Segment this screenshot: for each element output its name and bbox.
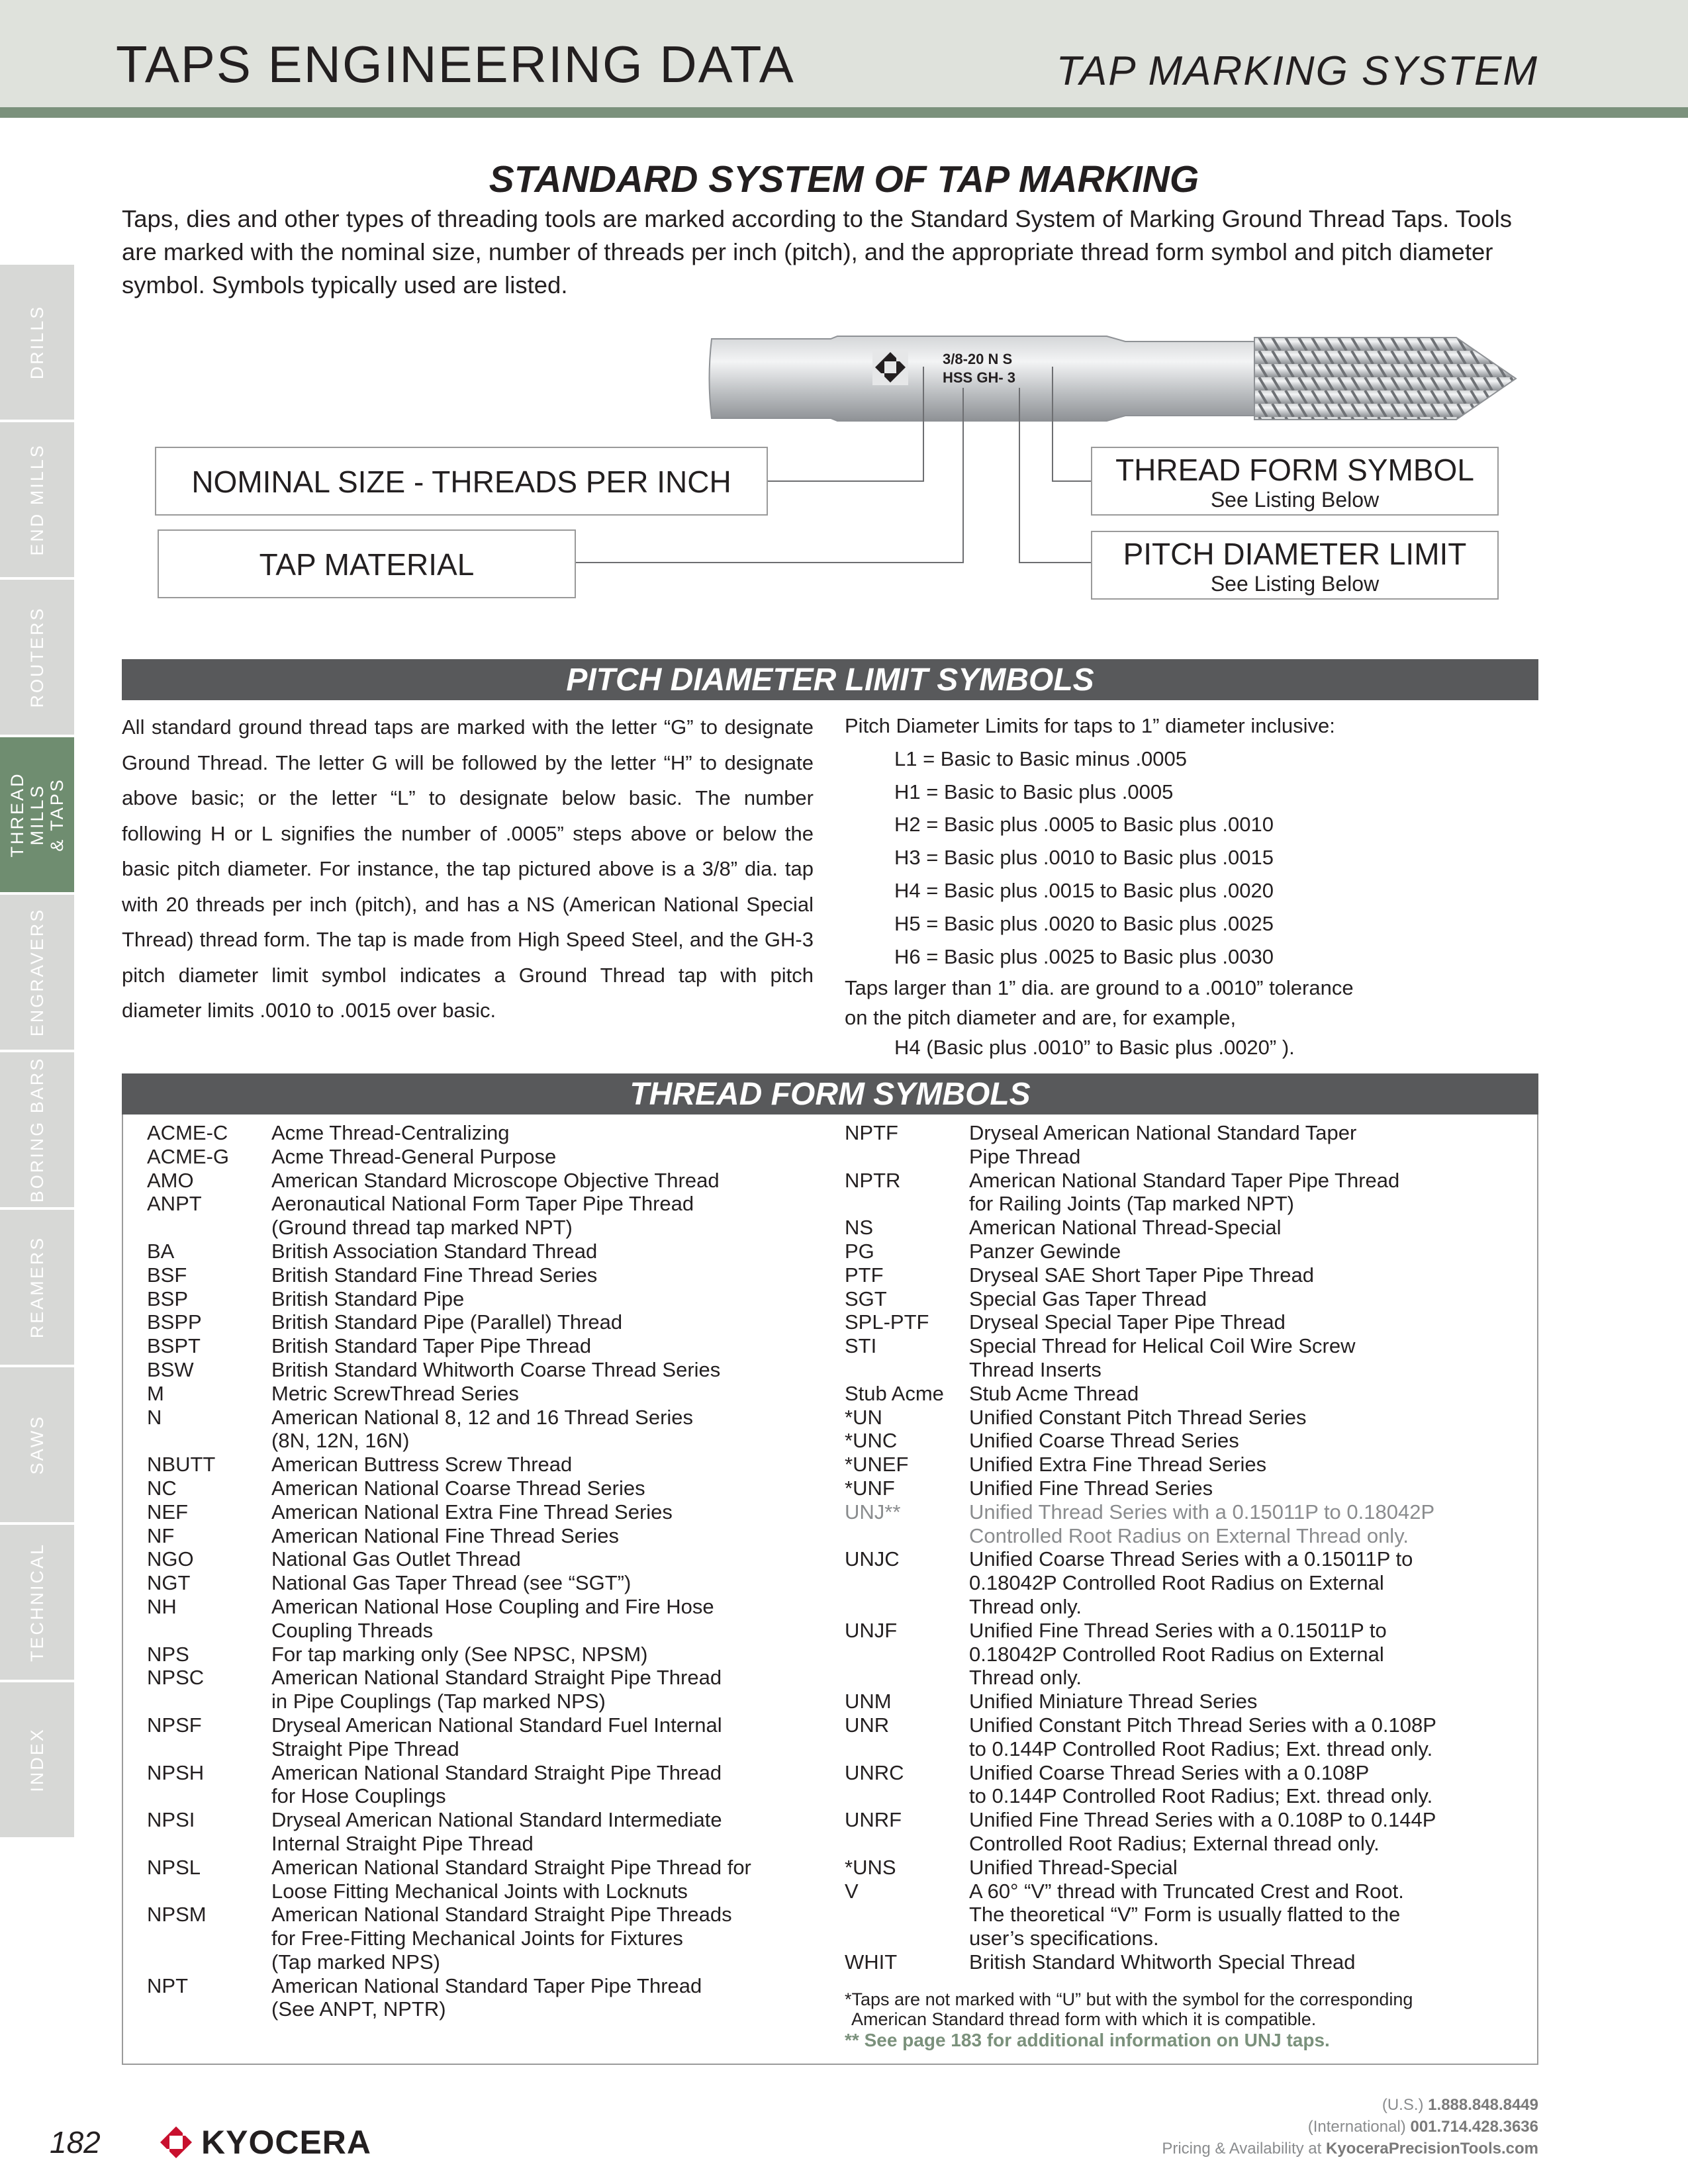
thread-form-description: Acme Thread-General Purpose [271,1144,557,1168]
thread-form-description: Aeronautical National Form Taper Pipe Thread (Ground thread tap marked NPT) [271,1192,694,1240]
thread-form-code: SGT [845,1287,887,1310]
thread-form-description: Unified Coarse Thread Series with a 0.108P to 0.144P Controlled Root Radius; Ext. thread only. [969,1760,1433,1808]
thread-form-row [845,1856,1533,1880]
thread-form-row [147,1595,816,1643]
thread-form-row [845,1287,1533,1311]
section-title-standard: STANDARD SYSTEM OF TAP MARKING [489,158,1199,201]
thread-form-description: Panzer Gewinde [969,1239,1121,1263]
thread-form-code: NPS [147,1642,189,1666]
thread-form-code: NGO [147,1547,194,1571]
website-link[interactable]: KyoceraPrecisionTools.com [1326,2140,1538,2158]
label-nominal-size [155,447,768,516]
side-tab-label: ENGRAVERS [27,907,47,1037]
thread-form-row [147,1453,816,1477]
thread-form-description: Dryseal Special Taper Pipe Thread [969,1310,1286,1334]
thread-form-description: Unified Fine Thread Series with a 0.108P to 0.144P Controlled Root Radius; External thread only. [969,1808,1436,1855]
thread-form-description: Metric ScrewThread Series [271,1381,519,1405]
side-tab-reamers[interactable] [0,1210,74,1367]
thread-form-row [147,1145,816,1169]
thread-form-row [147,1358,816,1382]
thread-form-row [845,1761,1533,1809]
thread-form-description: American National Standard Taper Pipe Thread for Railing Joints (Tap marked NPT) [969,1168,1400,1216]
thread-form-code: NPTF [845,1121,898,1144]
page-subtitle: TAP MARKING SYSTEM [1056,48,1538,94]
thread-form-description: Dryseal SAE Short Taper Pipe Thread [969,1263,1314,1287]
thread-form-code: NF [147,1524,175,1547]
thread-form-row [845,1429,1533,1453]
thread-form-description: Dryseal American National Standard Taper Pipe Thread [969,1121,1357,1168]
thread-form-description: Special Thread for Helical Coil Wire Screw Thread Inserts [969,1334,1356,1381]
limit-item: H6 = Basic plus .0025 to Basic plus .0030 [894,944,1274,968]
pitch-limits [845,709,1540,1062]
pitch-explanation: All standard ground thread taps are marked with the letter “G” to designate Ground Thread. The letter G will be followed by the letter “H” to designate above basic; or the letter “L” to designate below basic. The number following H or L signifies the number of .0005” steps above or below the basic pitch diameter. For instance, the tap pictured above is a 3/8” dia. tap with 20 threads per inch (pitch), and has a NS (American National Special Thread) thread form. The tap is made from High Speed Steel, and the GH-3 pitch diameter limit symbol indicates a Ground Thread tap with pitch diameter limits .0010 to .0015 over basic. [122,715,814,1022]
thread-form-code: NPSC [147,1666,205,1690]
thread-form-code: BSF [147,1263,187,1287]
intl-phone[interactable]: 001.714.428.3636 [1410,2118,1538,2136]
thread-form-description: American National Standard Straight Pipe Threads for Free-Fitting Mechanical Joints for Fixtures (Tap marked NPS) [271,1903,732,1974]
us-phone[interactable]: 1.888.848.8449 [1428,2096,1538,2114]
limit-item: H3 = Basic plus .0010 to Basic plus .0015 [894,846,1274,870]
thread-form-row [147,1666,816,1713]
thread-form-code: NBUTT [147,1453,216,1477]
thread-form-row [845,1500,1533,1548]
section-bar-thread-forms: THREAD FORM SYMBOLS [122,1073,1538,1115]
thread-form-code: SPL-PTF [845,1310,929,1334]
thread-form-description: For tap marking only (See NPSC, NPSM) [271,1642,648,1666]
intl-label: (International) [1307,2118,1406,2136]
thread-form-row [147,1974,816,2022]
side-tab-technical[interactable] [0,1525,74,1682]
footnote-unified [845,1989,1413,2029]
side-tab-label: TECHNICAL [27,1542,47,1662]
thread-form-description: American Buttress Screw Thread [271,1453,573,1477]
label-pitch-limit-sub: See Listing Below [1210,572,1380,596]
thread-form-code: V [845,1879,859,1903]
thread-form-description: British Standard Pipe (Parallel) Thread [271,1310,623,1334]
thread-form-code: NPSH [147,1760,205,1784]
thread-form-description: Special Gas Taper Thread [969,1287,1207,1310]
thread-form-description: American National Coarse Thread Series [271,1476,645,1500]
thread-form-code: NS [845,1216,874,1240]
thread-form-description: American National Standard Straight Pipe Thread for Loose Fitting Mechanical Joints with Locknuts [271,1855,751,1903]
thread-form-row [845,1169,1533,1216]
thread-form-description: National Gas Outlet Thread [271,1547,521,1571]
label-pitch-limit [1091,531,1499,600]
thread-form-row [845,1406,1533,1430]
thread-form-code: BSW [147,1357,194,1381]
tap-marking-line1: 3/8-20 N S [943,351,1013,367]
thread-form-row [147,1761,816,1809]
thread-form-row [147,1903,816,1974]
thread-form-description: A 60° “V” thread with Truncated Crest and Root. The theoretical “V” Form is usually flatted to the user’s specifications. [969,1879,1404,1950]
page-number: 182 [50,2125,101,2160]
thread-form-description: American National Thread-Special [969,1216,1282,1240]
thread-form-code: *UN [845,1405,882,1429]
thread-form-description: Stub Acme Thread [969,1381,1139,1405]
thread-form-description: American Standard Microscope Objective Thread [271,1168,720,1192]
side-tab-label: ROUTERS [27,606,47,708]
pitch-limits-intro: Pitch Diameter Limits for taps to 1” diameter inclusive: [845,714,1335,737]
thread-form-row [845,1263,1533,1287]
thread-form-description: British Standard Fine Thread Series [271,1263,598,1287]
thread-form-code: ANPT [147,1192,202,1216]
label-pitch-limit-text: PITCH DIAMETER LIMIT [1123,537,1467,571]
thread-form-code: AMO [147,1168,194,1192]
thread-form-code: *UNC [845,1429,898,1453]
thread-form-description: American National 8, 12 and 16 Thread Series (8N, 12N, 16N) [271,1405,694,1453]
thread-form-code: ACME-G [147,1144,229,1168]
limit-item: H1 = Basic to Basic plus .0005 [894,780,1174,803]
thread-form-row [845,1880,1533,1950]
side-tab-label: THREAD MILLS & TAPS [7,772,67,858]
thread-form-row [845,1310,1533,1334]
tap-marking-line2: HSS GH- 3 [943,369,1016,386]
thread-form-row [147,1287,816,1311]
thread-form-description: American National Hose Coupling and Fire Hose Coupling Threads [271,1594,714,1642]
side-tab-label: BORING BARS [27,1056,47,1203]
header-rule [0,107,1688,118]
thread-form-row [147,1643,816,1666]
brand-logo [159,2123,371,2161]
thread-form-description: Unified Coarse Thread Series [969,1429,1239,1453]
thread-form-code: UNJC [845,1547,900,1571]
thread-form-row [147,1571,816,1595]
thread-form-code: NEF [147,1500,188,1524]
thread-form-row [147,1263,816,1287]
thread-form-code: NPSM [147,1903,207,1927]
thread-form-row [147,1382,816,1406]
thread-form-code: NPSI [147,1808,195,1832]
thread-form-row [147,1524,816,1548]
intro-paragraph: Taps, dies and other types of threading tools are marked according to the Standard System of Marking Ground Thread Taps. Tools are marked with the nominal size, number of threads per inch (pitch), and the appropriate thread form symbol and pitch diameter symbol. Symbols typically used are listed. [122,205,1512,298]
section-bar-pitch: PITCH DIAMETER LIMIT SYMBOLS [122,659,1538,700]
limit-item: L1 = Basic to Basic minus .0005 [894,747,1187,770]
thread-form-code: BSPP [147,1310,202,1334]
thread-form-description: British Standard Whitworth Special Thread [969,1950,1356,1974]
thread-form-description: Unified Constant Pitch Thread Series [969,1405,1307,1429]
thread-form-row [845,1690,1533,1713]
side-tab-label: DRILLS [27,304,47,380]
label-thread-form [1091,447,1499,516]
thread-form-description: Unified Fine Thread Series [969,1476,1213,1500]
large-tap-note: Taps larger than 1” dia. are ground to a .0010” tolerance [845,976,1354,1000]
thread-form-code: M [147,1381,164,1405]
thread-form-row [147,1500,816,1524]
thread-form-code: BA [147,1239,175,1263]
thread-form-description: Unified Thread Series with a 0.15011P to 0.18042P Controlled Root Radius on External Thread only. [969,1500,1435,1547]
thread-form-description: Unified Constant Pitch Thread Series with a 0.108P to 0.144P Controlled Root Radius; Ext. thread only. [969,1713,1436,1760]
thread-form-code: N [147,1405,162,1429]
thread-form-code: NGT [147,1571,191,1595]
thread-form-description: American National Standard Taper Pipe Thread (See ANPT, NPTR) [271,1974,702,2021]
label-tap-material [158,529,576,598]
large-tap-note: on the pitch diameter and are, for example, [845,1006,1237,1030]
thread-form-code: WHIT [845,1950,898,1974]
limit-item: H4 = Basic plus .0015 to Basic plus .0020 [894,878,1274,902]
label-nominal-size-text: NOMINAL SIZE - THREADS PER INCH [191,465,731,499]
thread-form-code: BSP [147,1287,189,1310]
thread-form-row [147,1808,816,1856]
thread-form-code: *UNF [845,1476,895,1500]
thread-form-code: NPSF [147,1713,202,1737]
thread-form-code: Stub Acme [845,1381,944,1405]
limit-item: H2 = Basic plus .0005 to Basic plus .0010 [894,813,1274,837]
tap-logo [872,349,908,385]
thread-form-code: NH [147,1594,177,1618]
thread-form-description: Unified Coarse Thread Series with a 0.15011P to 0.18042P Controlled Root Radius on External Thread only. [969,1547,1413,1618]
thread-form-description: American National Fine Thread Series [271,1524,619,1547]
thread-form-description: Dryseal American National Standard Intermediate Internal Straight Pipe Thread [271,1808,722,1855]
thread-form-code: NPT [147,1974,188,1997]
thread-form-description: American National Standard Straight Pipe Thread in Pipe Couplings (Tap marked NPS) [271,1666,722,1713]
thread-form-row [845,1121,1533,1169]
contact-info [1162,2094,1538,2160]
label-thread-form-sub: See Listing Below [1210,488,1380,512]
thread-form-code: PTF [845,1263,884,1287]
thread-form-description: Acme Thread-Centralizing [271,1121,510,1144]
thread-form-row [845,1547,1533,1618]
brand-name: KYOCERA [201,2124,372,2161]
thread-form-row [147,1192,816,1240]
thread-form-description: British Standard Taper Pipe Thread [271,1334,592,1358]
side-tab-engravers[interactable] [0,895,74,1052]
thread-form-row [845,1240,1533,1263]
thread-form-row [845,1713,1533,1761]
thread-form-code: UNRC [845,1760,904,1784]
thread-form-code: NPSL [147,1855,201,1879]
thread-form-description: British Standard Whitworth Coarse Thread Series [271,1357,721,1381]
label-tap-material-text: TAP MATERIAL [259,547,475,582]
footnote-line: *Taps are not marked with “U” but with the symbol for the corresponding [845,1989,1413,2009]
thread-form-code: UNM [845,1690,892,1713]
large-tap-example: H4 (Basic plus .0010” to Basic plus .0020” ). [894,1036,1295,1060]
thread-form-description: Dryseal American National Standard Fuel Internal Straight Pipe Thread [271,1713,722,1760]
thread-form-code: PG [845,1239,874,1263]
side-tab-saws[interactable] [0,1367,74,1525]
pricing-label: Pricing & Availability at [1162,2140,1322,2158]
thread-form-row [845,1453,1533,1477]
page-title: TAPS ENGINEERING DATA [116,35,795,93]
thread-form-row [147,1240,816,1263]
thread-form-description: British Association Standard Thread [271,1239,598,1263]
thread-form-row [845,1334,1533,1382]
thread-form-description: Unified Miniature Thread Series [969,1690,1258,1713]
thread-form-row [845,1382,1533,1406]
thread-form-code: STI [845,1334,877,1358]
thread-form-code: NPTR [845,1168,901,1192]
thread-form-code: UNRF [845,1808,902,1832]
side-tab-index[interactable] [0,1682,74,1840]
us-label: (U.S.) [1382,2096,1424,2114]
footnote-unj: ** See page 183 for additional information on UNJ taps. [845,2030,1330,2050]
thread-form-description: American National Extra Fine Thread Series [271,1500,673,1524]
thread-form-row [147,1310,816,1334]
thread-form-code: UNJ** [845,1500,901,1524]
tap-threads [1254,338,1516,420]
thread-forms-right-list [845,1121,1533,1974]
thread-form-description: National Gas Taper Thread (see “SGT”) [271,1571,632,1595]
thread-form-code: *UNEF [845,1453,909,1477]
thread-form-description: British Standard Pipe [271,1287,465,1310]
footnote-line: American Standard thread form with which it is compatible. [851,2009,1317,2029]
limit-item: H5 = Basic plus .0020 to Basic plus .0025 [894,911,1274,935]
side-tab-label: INDEX [27,1727,47,1792]
thread-form-row [147,1713,816,1761]
thread-form-description: Unified Thread-Special [969,1855,1178,1879]
thread-form-code: UNR [845,1713,890,1737]
thread-form-row [147,1856,816,1903]
thread-form-description: Unified Fine Thread Series with a 0.15011P to 0.18042P Controlled Root Radius on External Thread only. [969,1618,1387,1690]
thread-form-row [147,1121,816,1145]
thread-form-code: BSPT [147,1334,201,1358]
side-tab-label: END MILLS [27,443,47,556]
thread-form-description: Unified Extra Fine Thread Series [969,1453,1267,1477]
thread-form-row [845,1216,1533,1240]
thread-form-code: UNJF [845,1618,898,1642]
kyocera-emblem-icon [159,2125,193,2160]
thread-form-code: *UNS [845,1855,896,1879]
thread-form-row [147,1477,816,1500]
thread-form-row [147,1334,816,1358]
side-tab-label: REAMERS [27,1236,47,1339]
thread-form-code: ACME-C [147,1121,228,1144]
thread-form-row [845,1477,1533,1500]
thread-form-description: American National Standard Straight Pipe Thread for Hose Couplings [271,1760,722,1808]
side-tab-boring-bars[interactable] [0,1052,74,1210]
label-thread-form-text: THREAD FORM SYMBOL [1115,453,1474,487]
side-tab-thread-mills-taps[interactable] [0,737,74,895]
thread-form-row [845,1619,1533,1690]
thread-form-row [147,1547,816,1571]
thread-form-row [845,1950,1533,1974]
thread-form-code: NC [147,1476,177,1500]
thread-forms-left-list [147,1121,816,2021]
thread-form-row [147,1169,816,1193]
side-tab-label: SAWS [27,1414,47,1475]
thread-form-row [147,1406,816,1453]
thread-form-row [845,1808,1533,1856]
